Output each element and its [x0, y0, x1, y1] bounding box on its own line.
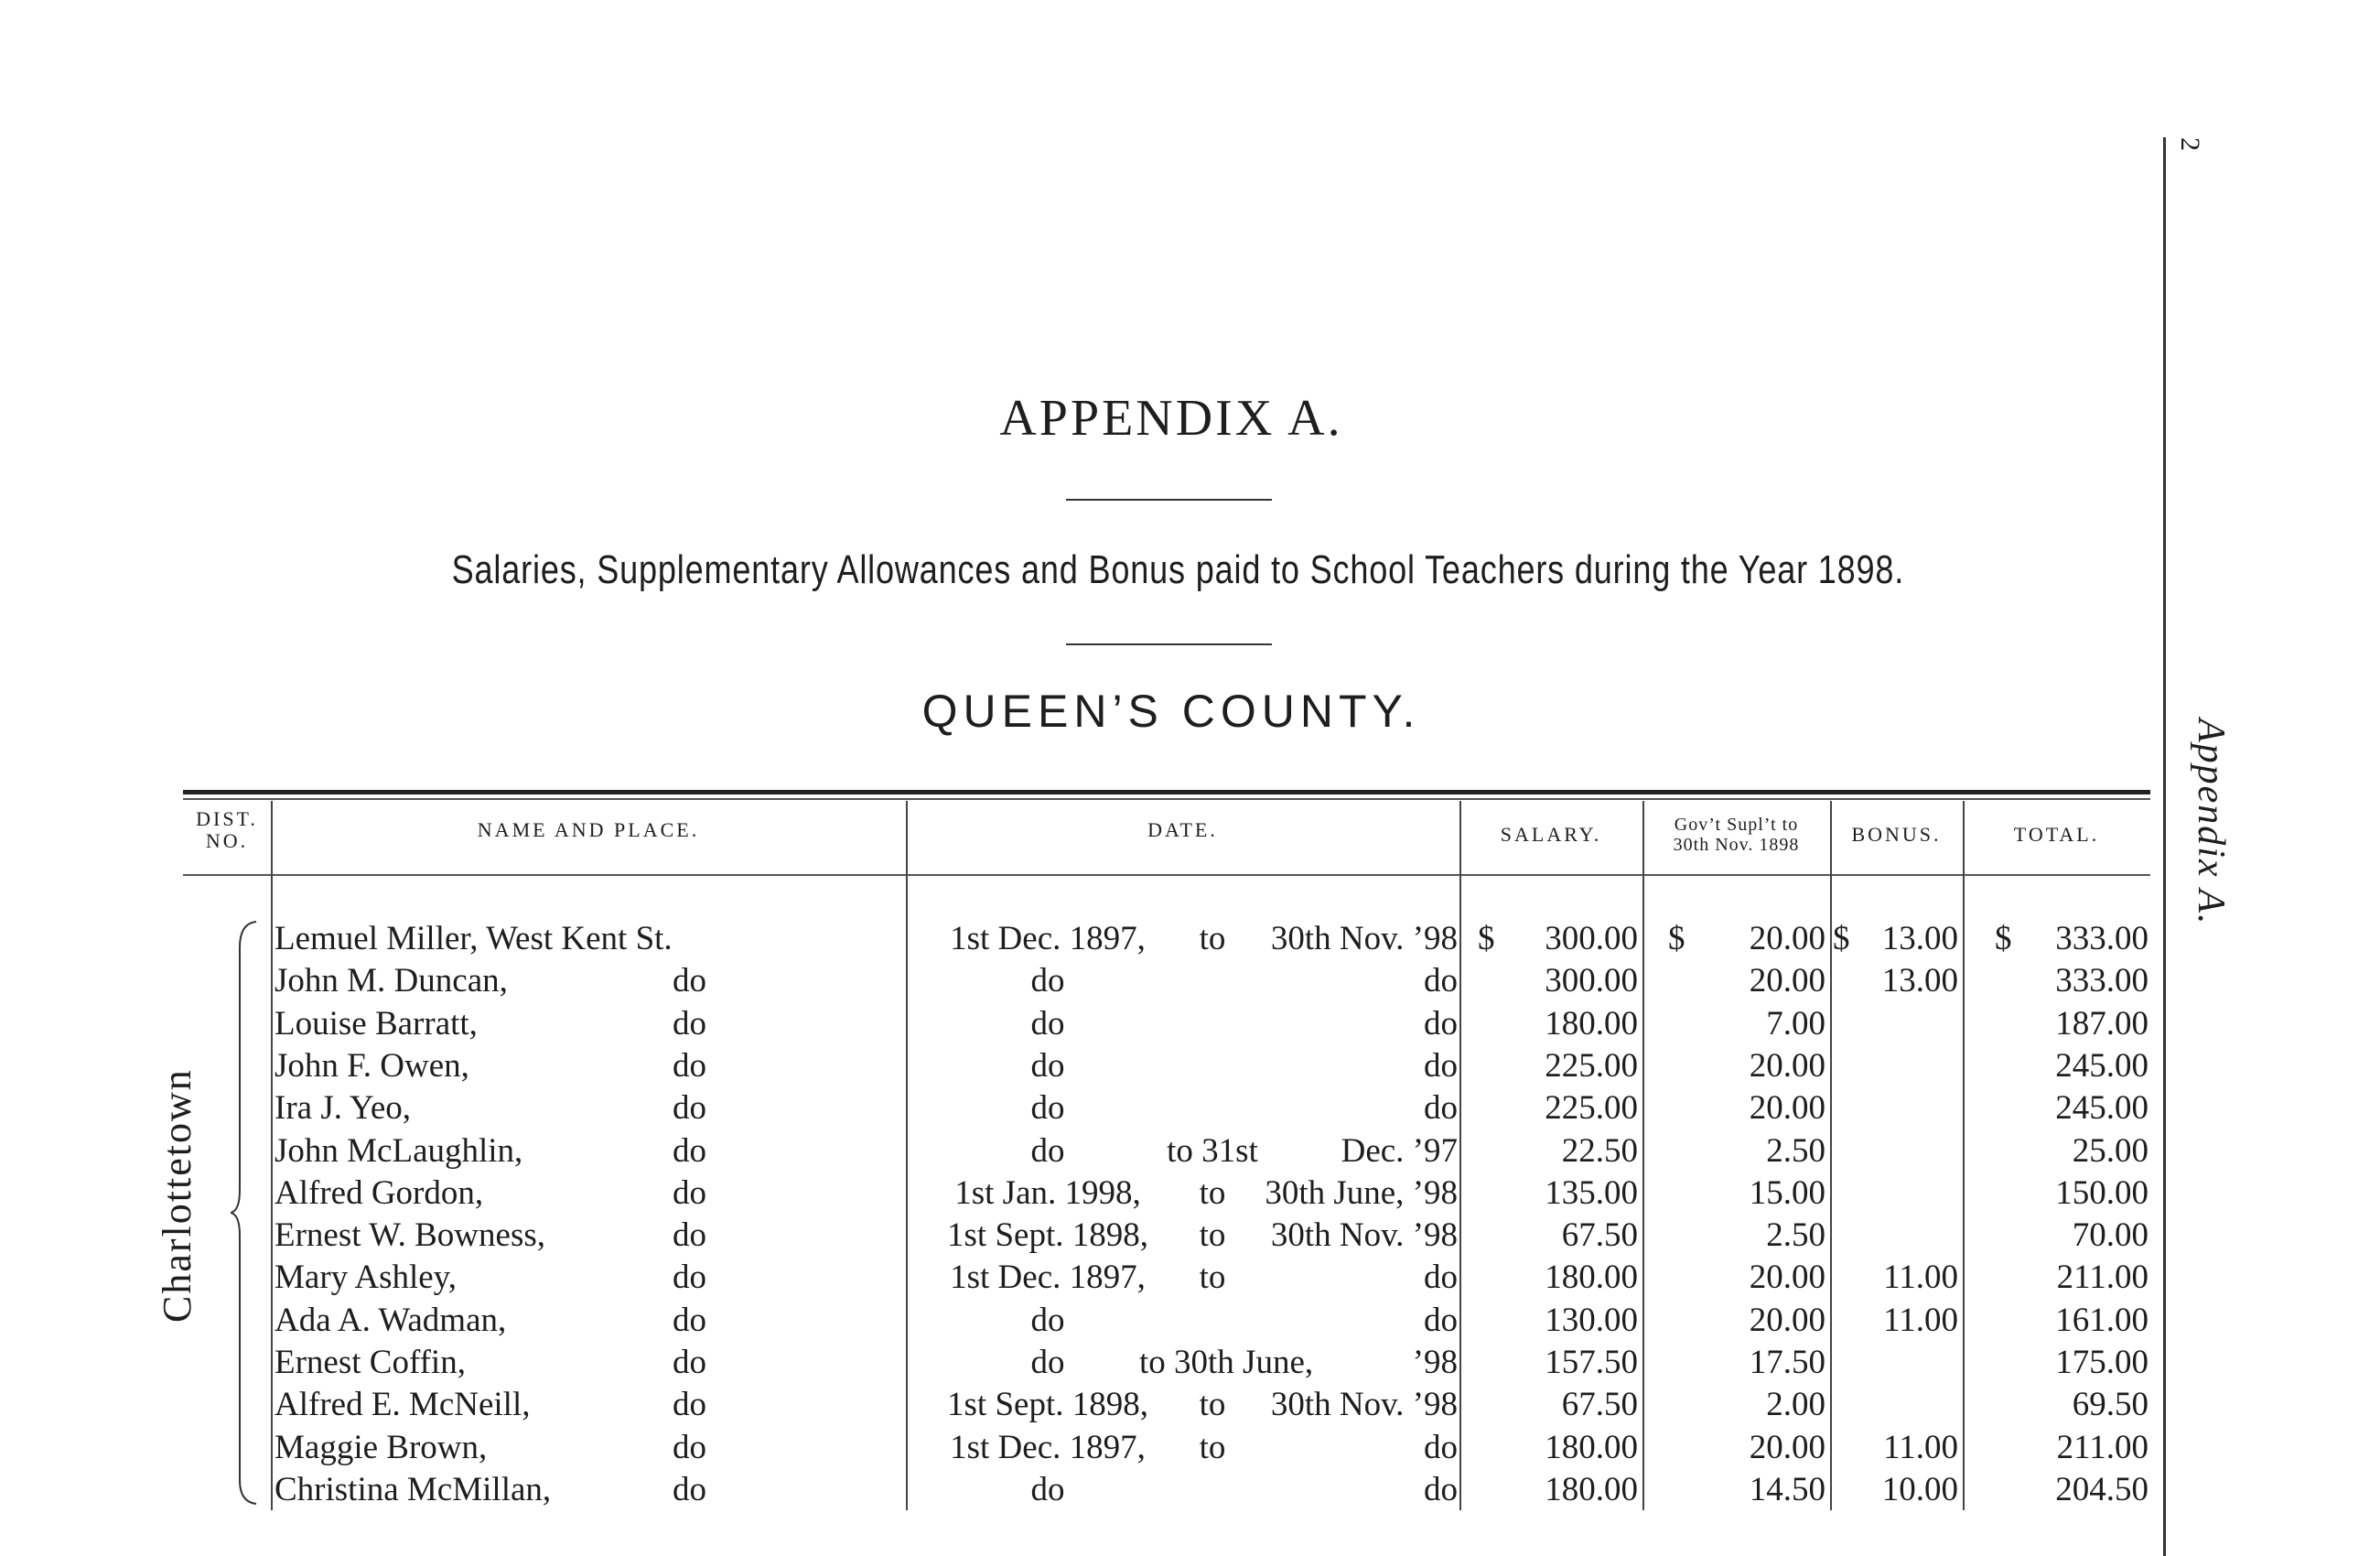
salary-value: 300.00: [1545, 962, 1638, 1000]
total-value: 211.00: [2056, 1259, 2148, 1297]
teacher-name: Maggie Brown,: [275, 1428, 488, 1466]
date-from: do: [1030, 1301, 1065, 1339]
date-to-word: to: [1199, 1428, 1226, 1466]
supl-value: 20.00: [1749, 920, 1825, 957]
date-from: do: [1030, 1344, 1065, 1381]
date-to: 30th Nov. ’98: [1270, 1386, 1458, 1424]
table-row: [0, 1215, 2380, 1257]
date-to-word: to 31st: [1167, 1131, 1258, 1170]
table-row: [0, 1427, 2380, 1469]
teacher-name: Ernest Coffin,: [275, 1344, 466, 1381]
table-row: [0, 1469, 2380, 1511]
supl-value: 20.00: [1749, 1301, 1825, 1339]
date-from: 1st Dec. 1897,: [950, 920, 1146, 957]
teacher-name: John F. Owen,: [275, 1046, 469, 1085]
teacher-place: do: [673, 1344, 706, 1381]
date-to: do: [1424, 962, 1458, 1000]
salary-value: 180.00: [1545, 1004, 1638, 1043]
date-to: do: [1424, 1301, 1458, 1339]
supl-value: 7.00: [1766, 1004, 1825, 1043]
page-number: 2: [2175, 137, 2205, 151]
date-from: do: [1030, 1470, 1065, 1508]
table-row: [0, 1342, 2380, 1384]
teacher-name: Ada A. Wadman,: [275, 1301, 507, 1339]
teacher-place: do: [673, 1131, 706, 1170]
date-to: do: [1424, 1046, 1458, 1085]
supl-value: 20.00: [1749, 1046, 1825, 1085]
page-subtitle: Salaries, Supplementary Allowances and Bonus paid to School Teachers during the Year 1898.: [451, 547, 1905, 592]
teacher-place: do: [673, 1428, 706, 1466]
teacher-place: do: [673, 1004, 706, 1043]
salary-value: 67.50: [1561, 1386, 1638, 1424]
total-value: 245.00: [2055, 1089, 2148, 1128]
total-value: 333.00: [2055, 962, 2148, 1000]
page-title: APPENDIX A.: [999, 390, 1343, 447]
date-to-word: to: [1199, 1173, 1226, 1212]
title-underline: [1066, 499, 1272, 501]
bonus-value: 11.00: [1883, 1301, 1958, 1339]
total-value: 204.50: [2055, 1470, 2148, 1508]
subtitle-underline: [1066, 643, 1272, 645]
supl-value: 2.00: [1766, 1386, 1825, 1424]
supl-value: 2.50: [1766, 1216, 1825, 1255]
date-to: do: [1424, 1428, 1458, 1466]
supl-value: 20.00: [1749, 1259, 1825, 1297]
header-date: DATE.: [1147, 818, 1218, 841]
salary-value: 22.50: [1561, 1131, 1638, 1170]
salary-value: 300.00: [1545, 920, 1638, 957]
table-row: [0, 1045, 2380, 1087]
teacher-name: Ernest W. Bowness,: [275, 1216, 545, 1255]
teacher-place: do: [673, 1386, 706, 1424]
date-from: 1st Dec. 1897,: [950, 1259, 1146, 1297]
header-total: TOTAL.: [2013, 823, 2100, 846]
teacher-place: do: [673, 1173, 706, 1212]
date-from: 1st Dec. 1897,: [950, 1428, 1146, 1466]
date-to-word: to 30th June,: [1139, 1344, 1314, 1381]
running-title: Appendix A.: [2190, 719, 2232, 926]
teacher-place: do: [673, 1046, 706, 1085]
salary-value: 225.00: [1545, 1046, 1638, 1085]
teacher-name: Louise Barratt,: [275, 1004, 478, 1043]
date-to: 30th Nov. ’98: [1270, 920, 1458, 957]
salary-currency: $: [1478, 920, 1495, 957]
bonus-value: 11.00: [1883, 1259, 1958, 1297]
supl-value: 17.50: [1749, 1344, 1825, 1381]
district-label: Charlottetown: [155, 1068, 199, 1323]
teacher-name: Ira J. Yeo,: [275, 1089, 412, 1128]
header-salary: SALARY.: [1500, 823, 1602, 846]
table-top-rule: [183, 790, 2150, 794]
total-value: 211.00: [2056, 1428, 2148, 1466]
table-row: [0, 960, 2380, 1002]
date-to: Dec. ’97: [1341, 1131, 1458, 1170]
salary-value: 157.50: [1545, 1344, 1638, 1381]
date-to-word: to: [1199, 1386, 1226, 1424]
teacher-name: John M. Duncan,: [275, 962, 508, 1000]
date-to: ’98: [1412, 1344, 1458, 1381]
header-govt-suppl: Gov’t Supl’t to 30th Nov. 1898: [1673, 815, 1800, 855]
teacher-place: do: [673, 1216, 706, 1255]
salary-value: 225.00: [1545, 1089, 1638, 1128]
supl-value: 20.00: [1749, 962, 1825, 1000]
date-to: 30th Nov. ’98: [1270, 1216, 1458, 1255]
bonus-value: 13.00: [1881, 920, 1958, 957]
teacher-place: do: [673, 1259, 706, 1297]
header-bottom-rule: [183, 874, 2150, 876]
header-name-place: NAME AND PLACE.: [477, 818, 700, 841]
teacher-name: Alfred E. McNeill,: [275, 1386, 531, 1424]
total-value: 70.00: [2072, 1216, 2148, 1255]
total-value: 161.00: [2055, 1301, 2148, 1339]
total-value: 69.50: [2072, 1386, 2148, 1424]
date-to: do: [1424, 1004, 1458, 1043]
county-heading: QUEEN’S COUNTY.: [921, 686, 1421, 737]
salary-value: 135.00: [1545, 1173, 1638, 1212]
date-from: do: [1030, 1046, 1065, 1085]
supl-currency: $: [1668, 920, 1685, 957]
teacher-place: do: [673, 1470, 706, 1508]
table-row: [0, 1384, 2380, 1426]
salary-value: 180.00: [1545, 1470, 1638, 1508]
date-from: do: [1030, 962, 1065, 1000]
table-row: [0, 1257, 2380, 1299]
total-value: 245.00: [2055, 1046, 2148, 1085]
bonus-value: 10.00: [1881, 1470, 1958, 1508]
date-from: 1st Sept. 1898,: [947, 1386, 1148, 1424]
teacher-place: do: [673, 962, 706, 1000]
supl-value: 20.00: [1749, 1089, 1825, 1128]
table-row: [0, 1087, 2380, 1129]
date-to-word: to: [1199, 1216, 1226, 1255]
supl-value: 2.50: [1766, 1131, 1825, 1170]
date-to: 30th June, ’98: [1265, 1173, 1458, 1212]
total-value: 25.00: [2072, 1131, 2148, 1170]
table-top-rule-thin: [183, 798, 2150, 800]
date-to: do: [1424, 1259, 1458, 1297]
total-value: 150.00: [2055, 1173, 2148, 1212]
salary-value: 180.00: [1545, 1259, 1638, 1297]
bonus-currency: $: [1833, 920, 1850, 957]
date-to: do: [1424, 1089, 1458, 1128]
bonus-value: 13.00: [1881, 962, 1958, 1000]
header-dist-no: DIST. NO.: [196, 807, 258, 852]
teacher-name: Mary Ashley,: [275, 1259, 458, 1297]
total-value: 187.00: [2055, 1004, 2148, 1043]
total-value: 333.00: [2055, 920, 2148, 957]
teacher-name: Alfred Gordon,: [275, 1173, 484, 1212]
salary-value: 67.50: [1561, 1216, 1638, 1255]
table-row: [0, 918, 2380, 960]
table-row: [0, 1003, 2380, 1045]
date-from: 1st Sept. 1898,: [947, 1216, 1148, 1255]
teacher-name: John McLaughlin,: [275, 1131, 523, 1170]
table-row: [0, 1300, 2380, 1342]
supl-value: 20.00: [1749, 1428, 1825, 1466]
salary-value: 130.00: [1545, 1301, 1638, 1339]
date-to-word: to: [1199, 920, 1226, 957]
teacher-name: Christina McMillan,: [275, 1470, 552, 1508]
date-to-word: to: [1199, 1259, 1226, 1297]
date-from: do: [1030, 1004, 1065, 1043]
table-row: [0, 1130, 2380, 1172]
date-from: do: [1030, 1131, 1065, 1170]
page-edge-rule: [2163, 137, 2166, 1556]
salary-value: 180.00: [1545, 1428, 1638, 1466]
date-from: 1st Jan. 1998,: [954, 1173, 1141, 1212]
table-row: [0, 1172, 2380, 1215]
supl-value: 14.50: [1749, 1470, 1825, 1508]
date-to: do: [1424, 1470, 1458, 1508]
date-from: do: [1030, 1089, 1065, 1128]
teacher-place: do: [673, 1301, 706, 1339]
header-bonus: BONUS.: [1851, 823, 1942, 846]
total-currency: $: [1995, 920, 2012, 957]
teacher-name: Lemuel Miller, West Kent St.: [275, 920, 673, 957]
teacher-place: do: [673, 1089, 706, 1128]
bonus-value: 11.00: [1883, 1428, 1958, 1466]
supl-value: 15.00: [1749, 1173, 1825, 1212]
total-value: 175.00: [2055, 1344, 2148, 1381]
